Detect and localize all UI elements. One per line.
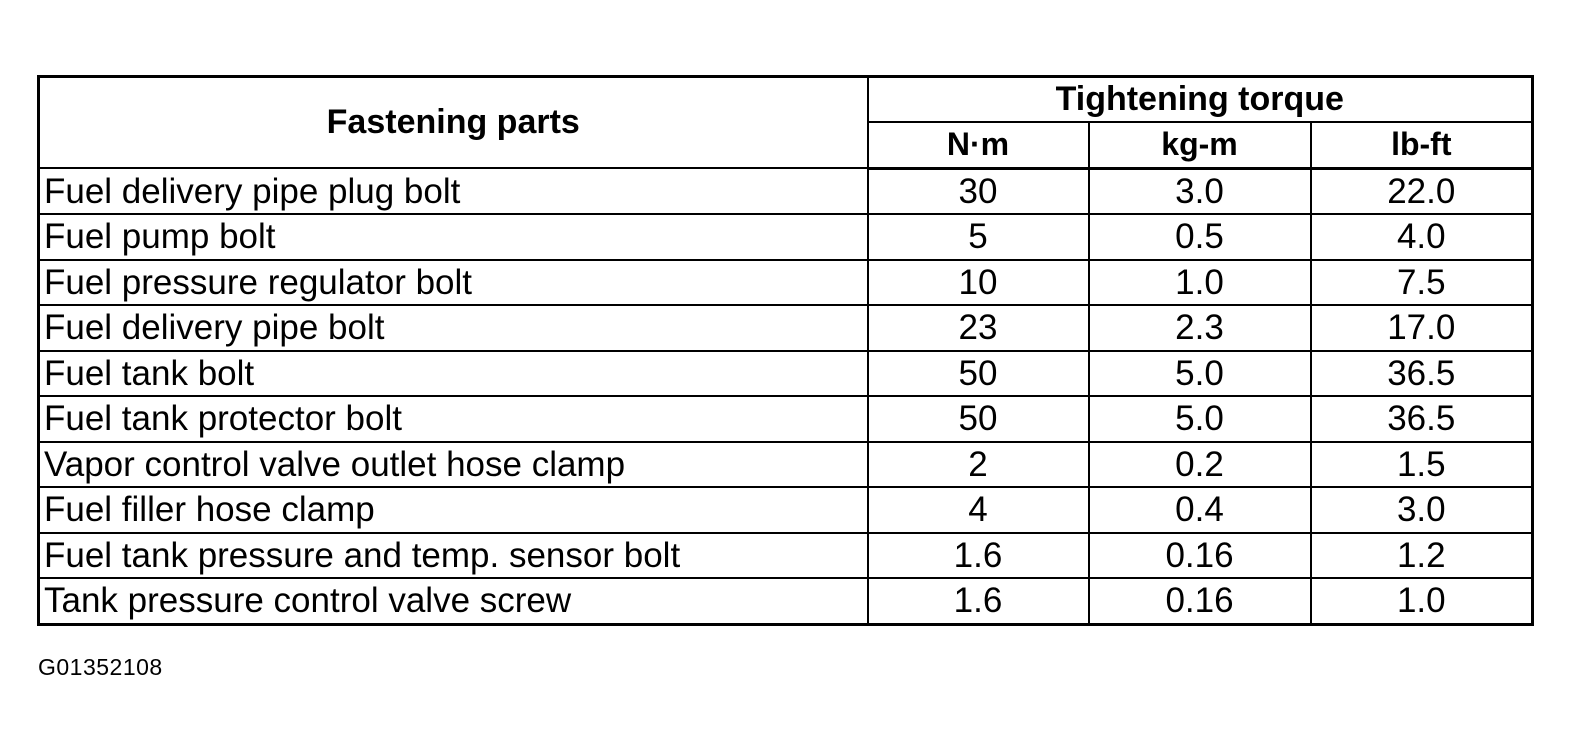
- table-header: [39, 77, 1533, 169]
- kgm-cell: 3.0: [1089, 168, 1311, 214]
- part-cell: Tank pressure control valve screw: [39, 578, 868, 624]
- table-row: [39, 533, 1533, 579]
- table-row: [39, 305, 1533, 351]
- fastening-parts-header: Fastening parts: [39, 77, 868, 169]
- part-cell: Fuel tank pressure and temp. sensor bolt: [39, 533, 868, 579]
- nm-cell: 23: [868, 305, 1089, 351]
- table-row: [39, 578, 1533, 624]
- table-row: [39, 442, 1533, 488]
- lbft-cell: 4.0: [1311, 214, 1533, 260]
- nm-cell: 4: [868, 487, 1089, 533]
- part-cell: Fuel filler hose clamp: [39, 487, 868, 533]
- table-row: [39, 214, 1533, 260]
- unit-nm-header: N·m: [868, 122, 1089, 168]
- lbft-cell: 1.0: [1311, 578, 1533, 624]
- lbft-cell: 1.2: [1311, 533, 1533, 579]
- nm-cell: 5: [868, 214, 1089, 260]
- figure-id: G01352108: [38, 654, 163, 680]
- unit-kgm-header: kg-m: [1089, 122, 1311, 168]
- table-row: [39, 260, 1533, 306]
- lbft-cell: 36.5: [1311, 351, 1533, 397]
- lbft-cell: 3.0: [1311, 487, 1533, 533]
- kgm-cell: 2.3: [1089, 305, 1311, 351]
- nm-cell: 1.6: [868, 578, 1089, 624]
- table-row: [39, 487, 1533, 533]
- kgm-cell: 0.2: [1089, 442, 1311, 488]
- part-cell: Fuel pressure regulator bolt: [39, 260, 868, 306]
- lbft-cell: 7.5: [1311, 260, 1533, 306]
- nm-cell: 50: [868, 351, 1089, 397]
- table-row: [39, 351, 1533, 397]
- part-cell: Fuel pump bolt: [39, 214, 868, 260]
- kgm-cell: 0.5: [1089, 214, 1311, 260]
- nm-cell: 50: [868, 396, 1089, 442]
- nm-cell: 1.6: [868, 533, 1089, 579]
- unit-lbft-header: lb-ft: [1311, 122, 1533, 168]
- kgm-cell: 0.16: [1089, 578, 1311, 624]
- nm-cell: 10: [868, 260, 1089, 306]
- nm-cell: 2: [868, 442, 1089, 488]
- part-cell: Fuel tank bolt: [39, 351, 868, 397]
- kgm-cell: 5.0: [1089, 396, 1311, 442]
- table-body: [39, 168, 1533, 624]
- part-cell: Vapor control valve outlet hose clamp: [39, 442, 868, 488]
- kgm-cell: 1.0: [1089, 260, 1311, 306]
- kgm-cell: 0.16: [1089, 533, 1311, 579]
- tightening-torque-header: Tightening torque: [868, 77, 1533, 123]
- header-row-top: [39, 77, 1533, 123]
- torque-table: [37, 75, 1534, 626]
- kgm-cell: 0.4: [1089, 487, 1311, 533]
- table-row: [39, 396, 1533, 442]
- lbft-cell: 36.5: [1311, 396, 1533, 442]
- part-cell: Fuel delivery pipe bolt: [39, 305, 868, 351]
- lbft-cell: 22.0: [1311, 168, 1533, 214]
- part-cell: Fuel delivery pipe plug bolt: [39, 168, 868, 214]
- lbft-cell: 1.5: [1311, 442, 1533, 488]
- kgm-cell: 5.0: [1089, 351, 1311, 397]
- lbft-cell: 17.0: [1311, 305, 1533, 351]
- table-row: [39, 168, 1533, 214]
- part-cell: Fuel tank protector bolt: [39, 396, 868, 442]
- nm-cell: 30: [868, 168, 1089, 214]
